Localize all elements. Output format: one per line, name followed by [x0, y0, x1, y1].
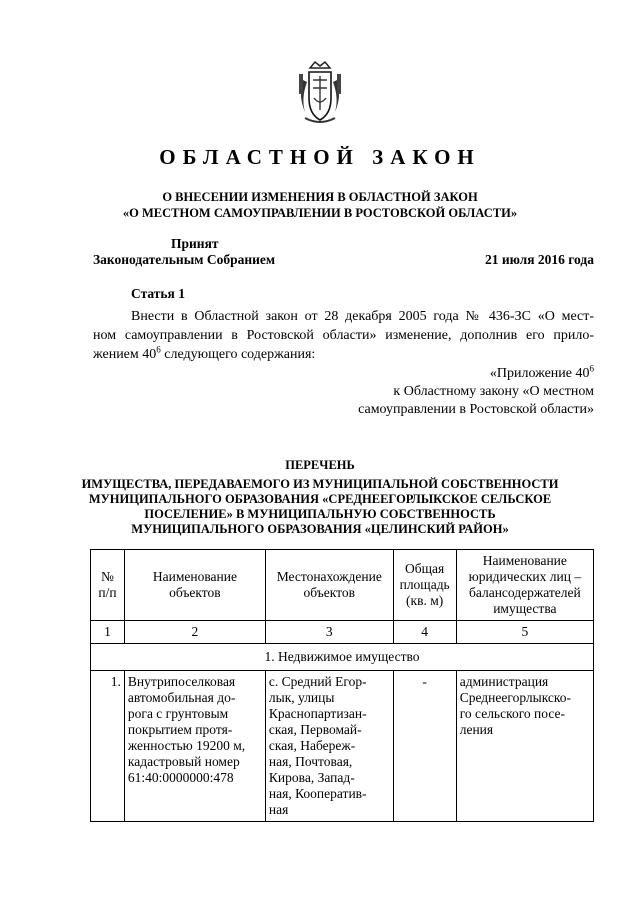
- paragraph-line-2: ном самоуправлении в Ростовской области» изменение, дополнив его прило-: [93, 328, 594, 343]
- column-header-location: Местонахождение объектов: [265, 550, 393, 621]
- column-number: 5: [456, 621, 593, 644]
- object-location: с. Средний Егор- лык, улицы Краснопартизан- ская, Первомай- ская, Набереж- ная, Почтовая, Кирова, Запад- ная, Кооператив- ная: [265, 671, 393, 822]
- paragraph-line-1: Внести в Областной закон от 28 декабря 2005 года № 436-ЗС «О мест-: [131, 309, 594, 324]
- section-row: [91, 644, 594, 671]
- column-number: 3: [265, 621, 393, 644]
- column-header-name: Наименование объектов: [124, 550, 265, 621]
- list-subheading-line: ПОСЕЛЕНИЕ» В МУНИЦИПАЛЬНУЮ СОБСТВЕННОСТЬ: [144, 507, 496, 521]
- appendix-line-3: самоуправлении в Ростовской области»: [358, 402, 594, 417]
- column-number: 1: [91, 621, 125, 644]
- row-number: 1.: [91, 671, 125, 822]
- adoption-date: 21 июля 2016 года: [485, 252, 594, 267]
- list-subheading-line: МУНИЦИПАЛЬНОГО ОБРАЗОВАНИЯ «СРЕДНЕЕГОРЛЫКСКОЕ СЕЛЬСКОЕ: [88, 492, 552, 506]
- object-area: -: [393, 671, 456, 822]
- subtitle-line-2: «О МЕСТНОМ САМОУПРАВЛЕНИИ В РОСТОВСКОЙ ОБЛАСТИ»: [122, 206, 518, 220]
- paragraph-line-3: жением $40^6$ следующего содержания:: [93, 344, 316, 362]
- column-header-number: № п/п: [91, 550, 125, 621]
- coat-of-arms-emblem: [295, 58, 345, 128]
- column-number: 2: [124, 621, 265, 644]
- appendix-title: «Приложение $40^6$: [489, 363, 594, 381]
- section-title: 1. Недвижимое имущество: [91, 644, 594, 671]
- assembly-label: Законодательным Собранием: [93, 252, 276, 267]
- subtitle-line-1: О ВНЕСЕНИИ ИЗМЕНЕНИЯ В ОБЛАСТНОЙ ЗАКОН: [162, 190, 478, 204]
- property-table: [90, 549, 594, 822]
- accepted-label: Принят: [171, 236, 219, 251]
- article-heading: Статья 1: [131, 286, 185, 301]
- object-name: Внутрипоселковая автомобильная до- рога с грунтовым покрытием протя- женностью 19200 м, кадастровый номер 61:40:0000000:478: [124, 671, 265, 822]
- column-number-row: [91, 621, 594, 644]
- appendix-line-2: к Областному закону «О местном: [393, 384, 594, 399]
- column-header-area: Общая площадь (кв. м): [393, 550, 456, 621]
- column-header-holder: Наименование юридических лиц – балансодержателей имущества: [456, 550, 593, 621]
- document-subtitle: [60, 189, 580, 221]
- document-title: ОБЛАСТНОЙ ЗАКОН: [159, 145, 481, 169]
- list-heading: ПЕРЕЧЕНЬ: [285, 458, 355, 472]
- table-row: [91, 671, 594, 822]
- list-subheading-line: МУНИЦИПАЛЬНОГО ОБРАЗОВАНИЯ «ЦЕЛИНСКИЙ РАЙОН»: [131, 522, 509, 536]
- appendix-header: [354, 365, 594, 419]
- article-paragraph: [93, 307, 594, 364]
- column-number: 4: [393, 621, 456, 644]
- list-subheading-line: ИМУЩЕСТВА, ПЕРЕДАВАЕМОГО ИЗ МУНИЦИПАЛЬНОЙ СОБСТВЕННОСТИ: [81, 477, 559, 491]
- table-header-row: [91, 550, 594, 621]
- balance-holder: администрация Среднеегорлыкско- го сельского посе- ления: [456, 671, 593, 822]
- list-subheading: [60, 477, 580, 537]
